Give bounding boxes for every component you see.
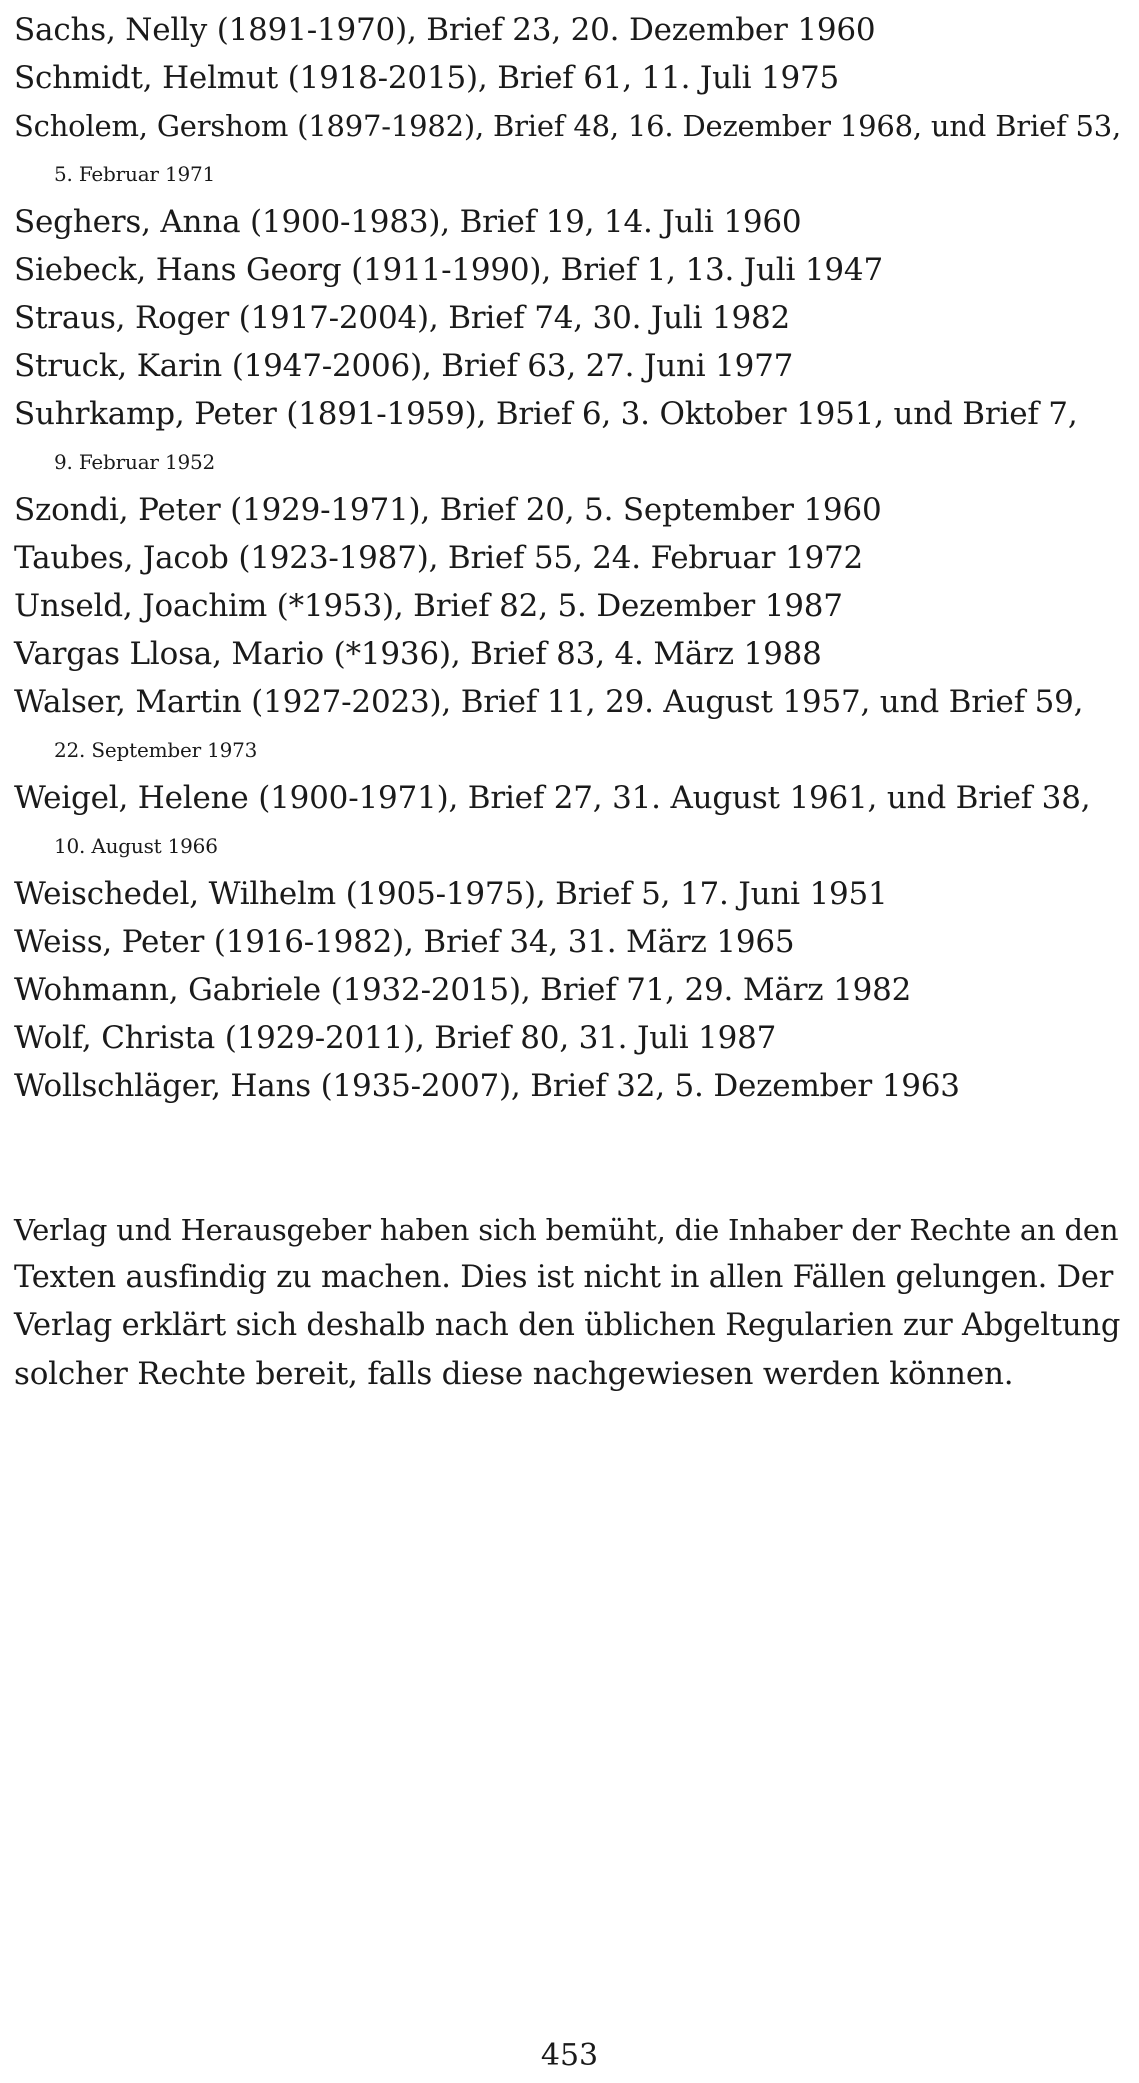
rights-notice xyxy=(14,1206,1124,1398)
notice-line: Verlag erklärt sich deshalb nach den üblichen Regularien zur Abgeltung xyxy=(14,1308,1121,1343)
index-entry: Suhrkamp, Peter (1891-1959), Brief 6, 3. Oktober 1951, und Brief 7, 9. Februar 1952 xyxy=(14,396,1078,474)
index-entry: Sachs, Nelly (1891-1970), Brief 23, 20. Dezember 1960 xyxy=(14,12,876,48)
index-entry: Struck, Karin (1947-2006), Brief 63, 27. Juni 1977 xyxy=(14,348,794,384)
index-entry: Scholem, Gershom (1897-1982), Brief 48, 16. Dezember 1968, und Brief 53, 5. Februar 1971 xyxy=(14,109,1122,186)
index-entry: Weigel, Helene (1900-1971), Brief 27, 31. August 1961, und Brief 38, 10. August 1966 xyxy=(14,780,1091,858)
index-entry: Walser, Martin (1927-2023), Brief 11, 29. August 1957, und Brief 59, 22. September 1973 xyxy=(14,684,1084,762)
index-entry: Vargas Llosa, Mario (*1936), Brief 83, 4. März 1988 xyxy=(14,636,822,672)
index-entry: Weischedel, Wilhelm (1905-1975), Brief 5, 17. Juni 1951 xyxy=(14,876,888,912)
index-entry: Straus, Roger (1917-2004), Brief 74, 30. Juli 1982 xyxy=(14,300,791,336)
index-entry: Wollschläger, Hans (1935-2007), Brief 32, 5. Dezember 1963 xyxy=(14,1068,960,1104)
correspondent-index xyxy=(14,6,1124,1110)
notice-line: Texten ausfindig zu machen. Dies ist nicht in allen Fällen gelungen. Der xyxy=(14,1260,1114,1295)
index-entry: Seghers, Anna (1900-1983), Brief 19, 14. Juli 1960 xyxy=(14,204,802,240)
index-entry: Wohmann, Gabriele (1932-2015), Brief 71, 29. März 1982 xyxy=(14,972,912,1008)
index-entry: Taubes, Jacob (1923-1987), Brief 55, 24. Februar 1972 xyxy=(14,540,864,576)
index-entry: Szondi, Peter (1929-1971), Brief 20, 5. September 1960 xyxy=(14,492,882,528)
notice-line: Verlag und Herausgeber haben sich bemüht, die Inhaber der Rechte an den xyxy=(14,1213,1119,1247)
index-entry: Wolf, Christa (1929-2011), Brief 80, 31. Juli 1987 xyxy=(14,1020,777,1056)
page-number: 453 xyxy=(540,2038,599,2073)
index-entry: Weiss, Peter (1916-1982), Brief 34, 31. März 1965 xyxy=(14,924,795,960)
index-entry: Siebeck, Hans Georg (1911-1990), Brief 1, 13. Juli 1947 xyxy=(14,252,883,288)
index-entry: Schmidt, Helmut (1918-2015), Brief 61, 11. Juli 1975 xyxy=(14,60,840,96)
index-entry: Unseld, Joachim (*1953), Brief 82, 5. Dezember 1987 xyxy=(14,588,843,624)
notice-line: solcher Rechte bereit, falls diese nachgewiesen werden können. xyxy=(14,1356,1014,1392)
